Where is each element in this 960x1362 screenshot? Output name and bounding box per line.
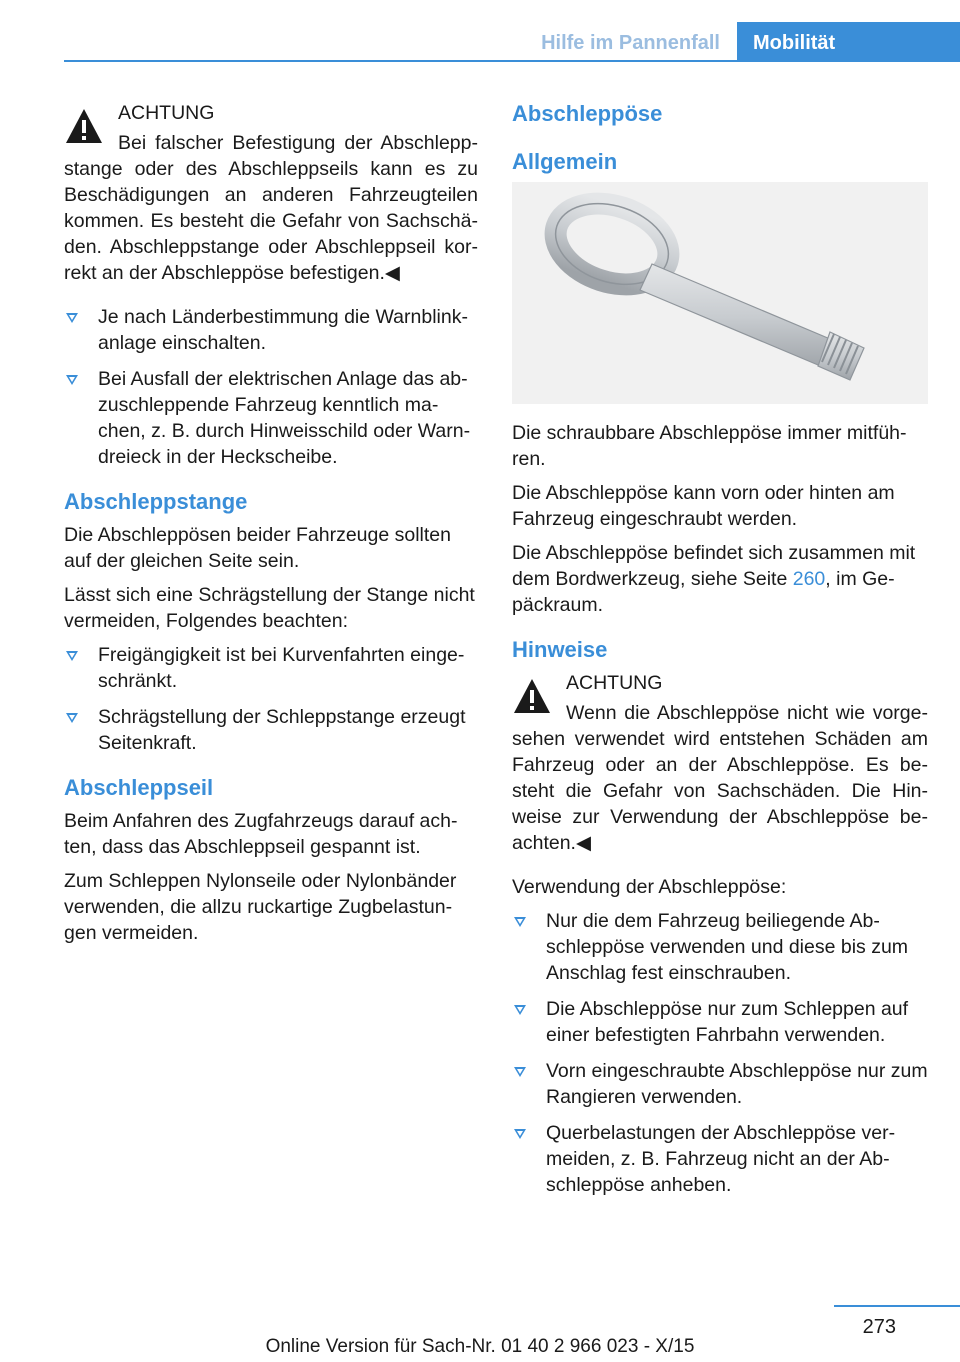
heading-abschleppstange: Abschleppstange	[64, 489, 248, 514]
paragraph: Die schraubbare Abschleppöse immer mitführen.	[512, 422, 907, 470]
bullet-list	[64, 642, 478, 756]
bullet-triangle-icon	[66, 375, 78, 385]
paragraph: Die Abschleppöse befindet sich zusammen mit dem Bordwerkzeug, siehe Seite 260, im Gepäckraum.	[512, 542, 916, 616]
warning-box-towbar	[64, 100, 478, 286]
bullet-list	[64, 304, 478, 470]
paragraph: Zum Schleppen Nylonseile oder Nylonbänder verwenden, die allzu ruckartige Zugbelastungen vermeiden.	[64, 870, 457, 944]
bullet-triangle-icon	[66, 651, 78, 661]
page-number: 273	[862, 1316, 896, 1338]
header-rule	[64, 60, 960, 62]
tow-eye-image	[512, 182, 928, 404]
bullet-triangle-icon	[514, 1005, 526, 1015]
warning-title: ACHTUNG	[566, 672, 663, 694]
heading-abschleppseil: Abschleppseil	[64, 775, 214, 800]
bullet-triangle-icon	[514, 917, 526, 927]
section-tab[interactable]: Hilfe im Pannenfall	[541, 32, 720, 54]
paragraph: Die Abschleppöse kann vorn oder hinten am Fahrzeug eingeschraubt werden.	[512, 482, 895, 530]
heading-allgemein: Allgemein	[512, 149, 618, 174]
page-reference-link[interactable]: 260	[792, 568, 826, 590]
warning-text: Bei falscher Befestigung der Abschleppstange oder des Abschleppseils kann es zu Beschädigungen an anderen Fahrzeugteilen kommen. Es besteht die Gefahr von Sachschäden. Abschleppstange oder Abschleppseil korrekt an der Abschleppöse befestigen.◀	[64, 132, 478, 284]
warning-triangle-icon	[512, 676, 552, 716]
bullet-triangle-icon	[66, 313, 78, 323]
paragraph: Lässt sich eine Schrägstellung der Stange nicht vermeiden, Folgendes beachten:	[64, 584, 475, 632]
tow-eye-illustration	[512, 182, 928, 404]
right-column	[512, 100, 928, 1208]
list-item: Vorn eingeschraubte Abschleppöse nur zum Rangieren verwenden.	[512, 1058, 928, 1110]
list-item: Freigängigkeit ist bei Kurvenfahrten eingeschränkt.	[64, 642, 478, 694]
footer-rule	[834, 1305, 960, 1307]
heading-abschleppoese: Abschleppöse	[512, 101, 663, 126]
bullet-triangle-icon	[66, 713, 78, 723]
paragraph: Verwendung der Abschleppöse:	[512, 876, 787, 898]
heading-hinweise: Hinweise	[512, 637, 608, 662]
warning-title: ACHTUNG	[118, 102, 215, 124]
list-item: Schrägstellung der Schleppstange erzeugt Seitenkraft.	[64, 704, 478, 756]
chapter-tab[interactable]: Mobilität	[737, 22, 960, 62]
warning-box-tow-eye	[512, 670, 928, 856]
list-item: Bei Ausfall der elektrischen Anlage das abzuschleppende Fahrzeug kenntlich machen, z. B. durch Hinweisschild oder Warndreieck in der Heckscheibe.	[64, 366, 478, 470]
bullet-triangle-icon	[514, 1129, 526, 1139]
paragraph: Beim Anfahren des Zugfahrzeugs darauf achten, dass das Abschleppseil gespannt ist.	[64, 810, 458, 858]
bullet-list	[512, 908, 928, 1198]
footer-text: Online Version für Sach-Nr. 01 40 2 966 023 - X/15	[265, 1336, 695, 1357]
list-item: Nur die dem Fahrzeug beiliegende Abschleppöse verwenden und diese bis zum Anschlag fest einschrauben.	[512, 908, 928, 986]
left-column	[64, 100, 478, 954]
list-item: Die Abschleppöse nur zum Schleppen auf einer befestigten Fahrbahn verwenden.	[512, 996, 928, 1048]
list-item: Je nach Länderbestimmung die Warnblinkanlage einschalten.	[64, 304, 478, 356]
paragraph: Die Abschleppösen beider Fahrzeuge sollten auf der gleichen Seite sein.	[64, 524, 452, 572]
warning-triangle-icon	[64, 106, 104, 146]
page-header	[0, 0, 960, 62]
list-item: Querbelastungen der Abschleppöse vermeiden, z. B. Fahrzeug nicht an der Abschleppöse anheben.	[512, 1120, 928, 1198]
warning-text: Wenn die Abschleppöse nicht wie vorgesehen verwendet wird entstehen Schäden am Fahrzeug oder an der Abschleppöse. Es besteht die Gefahr von Sachschäden. Die Hinweise zur Verwendung der Abschleppöse beachten.◀	[512, 702, 928, 854]
bullet-triangle-icon	[514, 1067, 526, 1077]
